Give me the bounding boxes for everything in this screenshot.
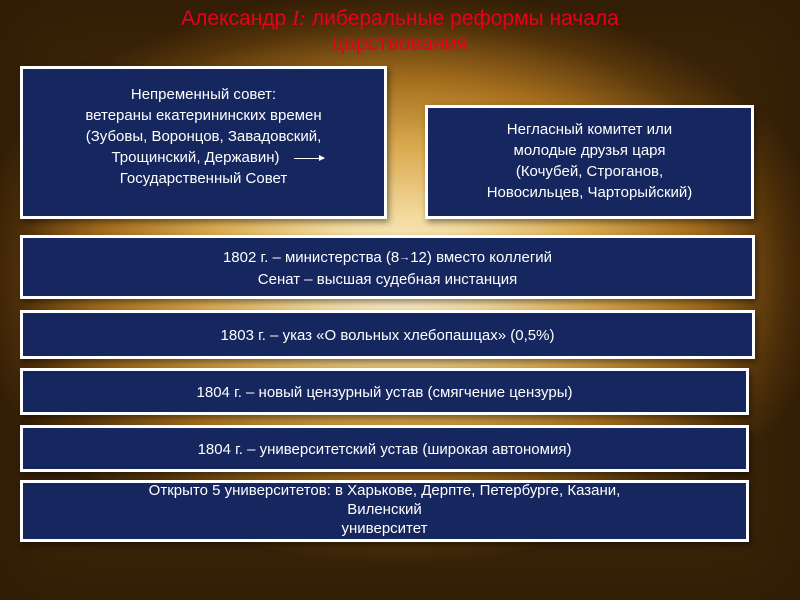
senate-line: Сенат – высшая судебная инстанция xyxy=(257,270,518,288)
slide-title xyxy=(0,6,800,56)
ministries-line1 xyxy=(23,247,752,269)
ministries-box xyxy=(20,235,755,299)
council-line5: Государственный Совет xyxy=(119,170,288,187)
free-farmers-box xyxy=(20,310,755,359)
title-part2: либеральные реформы начала xyxy=(306,7,619,30)
council-line4: Трощинский, Державин) xyxy=(111,149,280,166)
council-line3: (Зубовы, Воронцов, Завадовский, xyxy=(85,128,322,145)
ministries-line1-a: 1802 г. – министерства (8 xyxy=(222,249,400,266)
censorship-text: 1804 г. – новый цензурный устав (смягчение цензуры) xyxy=(196,384,573,401)
university-charter-text: 1804 г. – университетский устав (широкая автономия) xyxy=(197,441,572,458)
universities-box xyxy=(20,480,749,542)
universities-line3: университет xyxy=(341,520,428,537)
committee-line4: Новосильцев, Чарторыйский) xyxy=(486,184,693,201)
arrow-right-icon: → xyxy=(399,251,411,264)
title-part1: Александр xyxy=(181,7,293,30)
arrow-right-icon xyxy=(294,158,324,159)
council-box xyxy=(20,66,387,219)
committee-line1: Негласный комитет или xyxy=(506,121,673,138)
committee-box xyxy=(425,105,754,219)
title-roman-numeral: I: xyxy=(292,6,307,30)
committee-line3: (Кочубей, Строганов, xyxy=(515,163,664,180)
censorship-box xyxy=(20,368,749,415)
council-heading: Непременный совет: xyxy=(130,86,277,103)
committee-line2: молодые друзья царя xyxy=(513,142,666,159)
free-farmers-text: 1803 г. – указ «О вольных хлебопашцах» (0,5%) xyxy=(220,327,555,344)
title-line2: царствования xyxy=(332,32,468,55)
university-charter-box xyxy=(20,425,749,472)
council-line4-row xyxy=(23,147,384,168)
universities-line2: Виленский xyxy=(347,501,422,518)
council-line2: ветераны екатерининских времен xyxy=(85,107,322,124)
universities-line1: Открыто 5 университетов: в Харькове, Дерпте, Петербурге, Казани, xyxy=(148,482,621,499)
ministries-line1-b: 12) вместо коллегий xyxy=(410,249,553,266)
